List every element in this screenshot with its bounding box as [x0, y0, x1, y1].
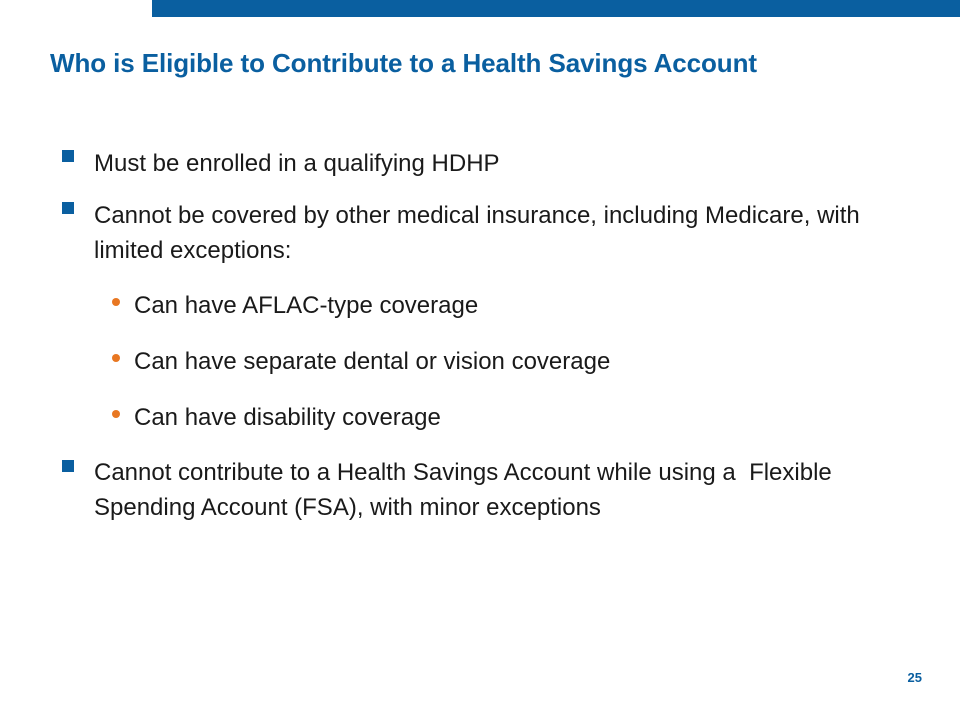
- sub-bullet-item: Can have AFLAC-type coverage: [134, 292, 479, 319]
- sub-bullet-item: Can have separate dental or vision coverage: [134, 348, 611, 375]
- square-bullet-icon: [62, 150, 74, 162]
- page-number: 25: [907, 670, 922, 685]
- sub-bullet-item: Can have disability coverage: [134, 404, 441, 431]
- square-bullet-icon: [62, 202, 74, 214]
- bullet-item: Cannot contribute to a Health Savings Account while using a Flexible Spending Account (FSA), with minor exceptions: [94, 459, 839, 521]
- bullet-item: Must be enrolled in a qualifying HDHP: [94, 150, 500, 177]
- bullet-item: Cannot be covered by other medical insurance, including Medicare, with limited exceptions:: [94, 202, 860, 264]
- square-bullet-icon: [62, 460, 74, 472]
- dot-bullet-icon: [112, 410, 120, 418]
- slide-title: Who is Eligible to Contribute to a Health Savings Account: [50, 48, 757, 78]
- dot-bullet-icon: [112, 354, 120, 362]
- dot-bullet-icon: [112, 298, 120, 306]
